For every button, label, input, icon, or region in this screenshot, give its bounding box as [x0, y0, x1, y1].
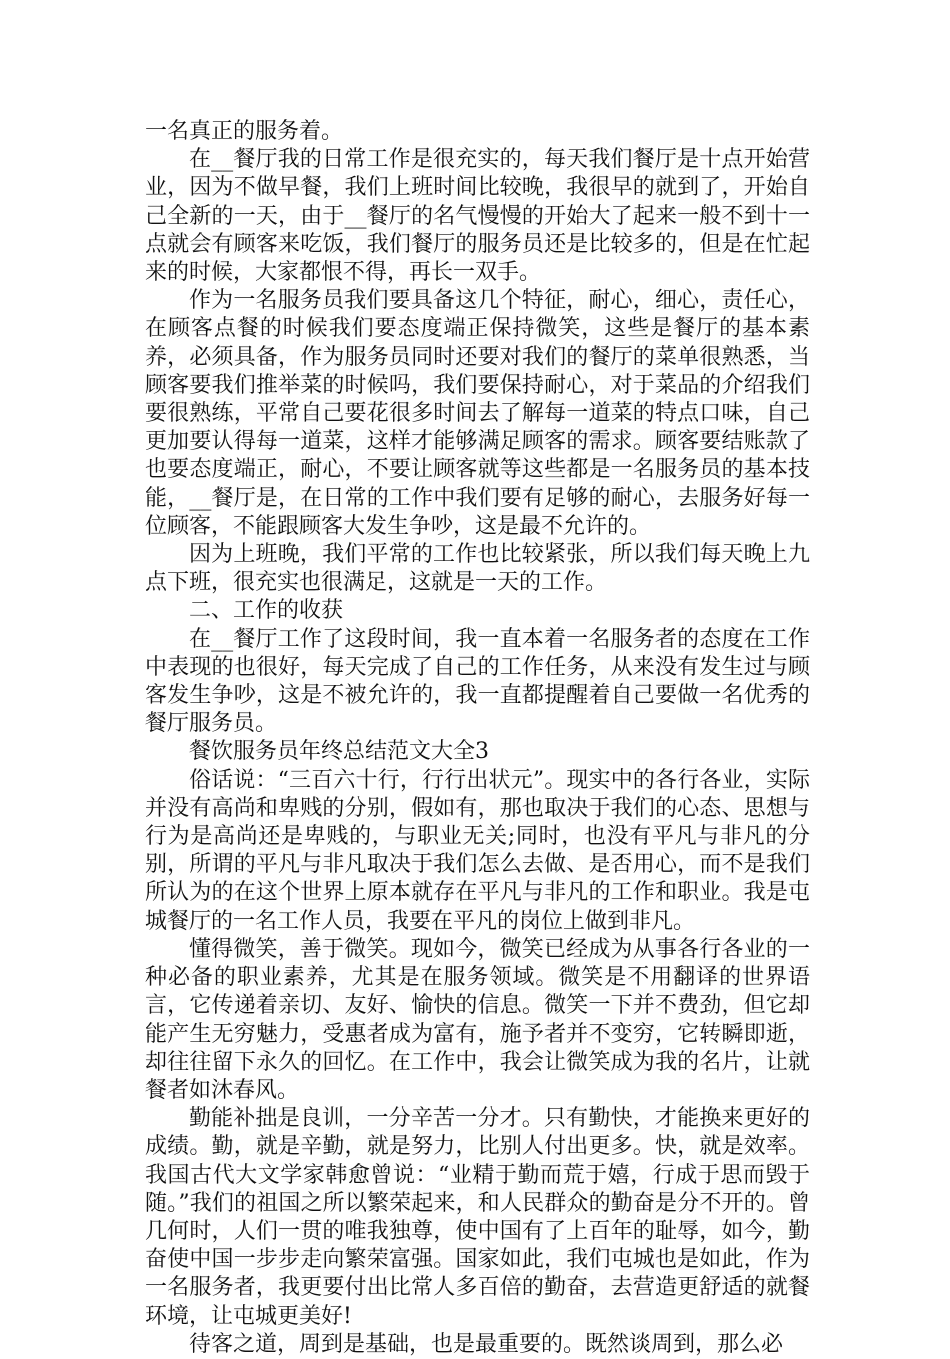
paragraph-smile: 懂得微笑，善于微笑。现如今，微笑已经成为从事各行各业的一种必备的职业素养，尤其是在服务领域。微笑是不用翻译的世界语言，它传递着亲切、友好、愉快的信息。微笑一下并不费劲，但它却能产生无穷魅力，受惠者成为富有，施予者并不变穷，它转瞬即逝，却往往留下永久的回忆。在工作中，我会让微笑成为我的名片，让就餐者如沐春风。	[145, 936, 810, 1103]
paragraph-continuation: 一名真正的服务着。	[145, 119, 344, 144]
paragraph-service-traits: 作为一名服务员我们要具备这几个特征，耐心，细心，责任心，在顾客点餐的时候我们要态度端正保持微笑，这些是餐厅的基本素养，必须具备，作为服务员同时还要对我们的餐厅的菜单很熟悉，当顾客要我们推举菜的时候吗，我们要保持耐心，对于菜品的介绍我们要很熟练，平常自己要花很多时间去了解每一道菜的特点口味，自己更加要认得每一道菜，这样才能够满足顾客的需求。顾客要结账款了也要态度端正，耐心，不要让顾客就等这些都是一名服务员的基本技能，__餐厅是，在日常的工作中我们要有足够的耐心，去服务好每一位顾客，不能跟顾客大发生争吵，这是最不允许的。	[145, 288, 810, 539]
paragraph-daily-work: 在__餐厅我的日常工作是很充实的，每天我们餐厅是十点开始营业，因为不做早餐，我们上班时间比较晚，我很早的就到了，开始自己全新的一天，由于__餐厅的名气慢慢的开始大了起来一般不到十一点就会有顾客来吃饭，我们餐厅的服务员还是比较多的，但是在忙起来的时候，大家都恨不得，再长一双手。	[145, 147, 810, 286]
paragraph-diligence: 勤能补拙是良训，一分辛苦一分才。只有勤快，才能换来更好的成绩。勤，就是辛勤，就是努力，比别人付出更多。快，就是效率。我国古代大文学家韩愈曾说：“业精于勤而荒于嬉，行成于思而毁于随。”我们的祖国之所以繁荣起来，和人民群众的勤奋是分不开的。曾几何时，人们一贯的唯我独尊，使中国有了上百年的耻辱，如今，勤奋使中国一步步走向繁荣富强。国家如此，我们屯城也是如此，作为一名服务者，我更要付出比常人多百倍的勤奋，去营造更舒适的就餐环境，让屯城更美好!	[145, 1106, 810, 1329]
paragraph-gains: 在__餐厅工作了这段时间，我一直本着一名服务者的态度在工作中表现的也很好，每天完成了自己的工作任务，从来没有发生过与顾客发生争吵，这是不被允许的，我一直都提醒着自己要做一名优秀的餐厅服务员。	[145, 626, 810, 737]
paragraph-work-hours: 因为上班晚，我们平常的工作也比较紧张，所以我们每天晚上九点下班，很充实也很满足，这就是一天的工作。	[145, 542, 810, 596]
document-body	[145, 118, 810, 1359]
paragraph-hospitality: 待客之道，周到是基础，也是最重要的。既然谈周到，那么必	[189, 1331, 784, 1357]
article-title: 餐饮服务员年终总结范文大全3	[189, 739, 489, 765]
paragraph-proverb: 俗话说：“三百六十行，行行出状元”。现实中的各行各业，实际并没有高尚和卑贱的分别，假如有，那也取决于我们的心态、思想与行为是高尚还是卑贱的，与职业无关;同时，也没有平凡与非凡的分别，所谓的平凡与非凡取决于我们怎么去做、是否用心，而不是我们所认为的在这个世界上原本就存在平凡与非凡的工作和职业。我是屯城餐厅的一名工作人员，我要在平凡的岗位上做到非凡。	[145, 767, 810, 934]
section-heading-gains: 二、工作的收获	[189, 598, 344, 624]
